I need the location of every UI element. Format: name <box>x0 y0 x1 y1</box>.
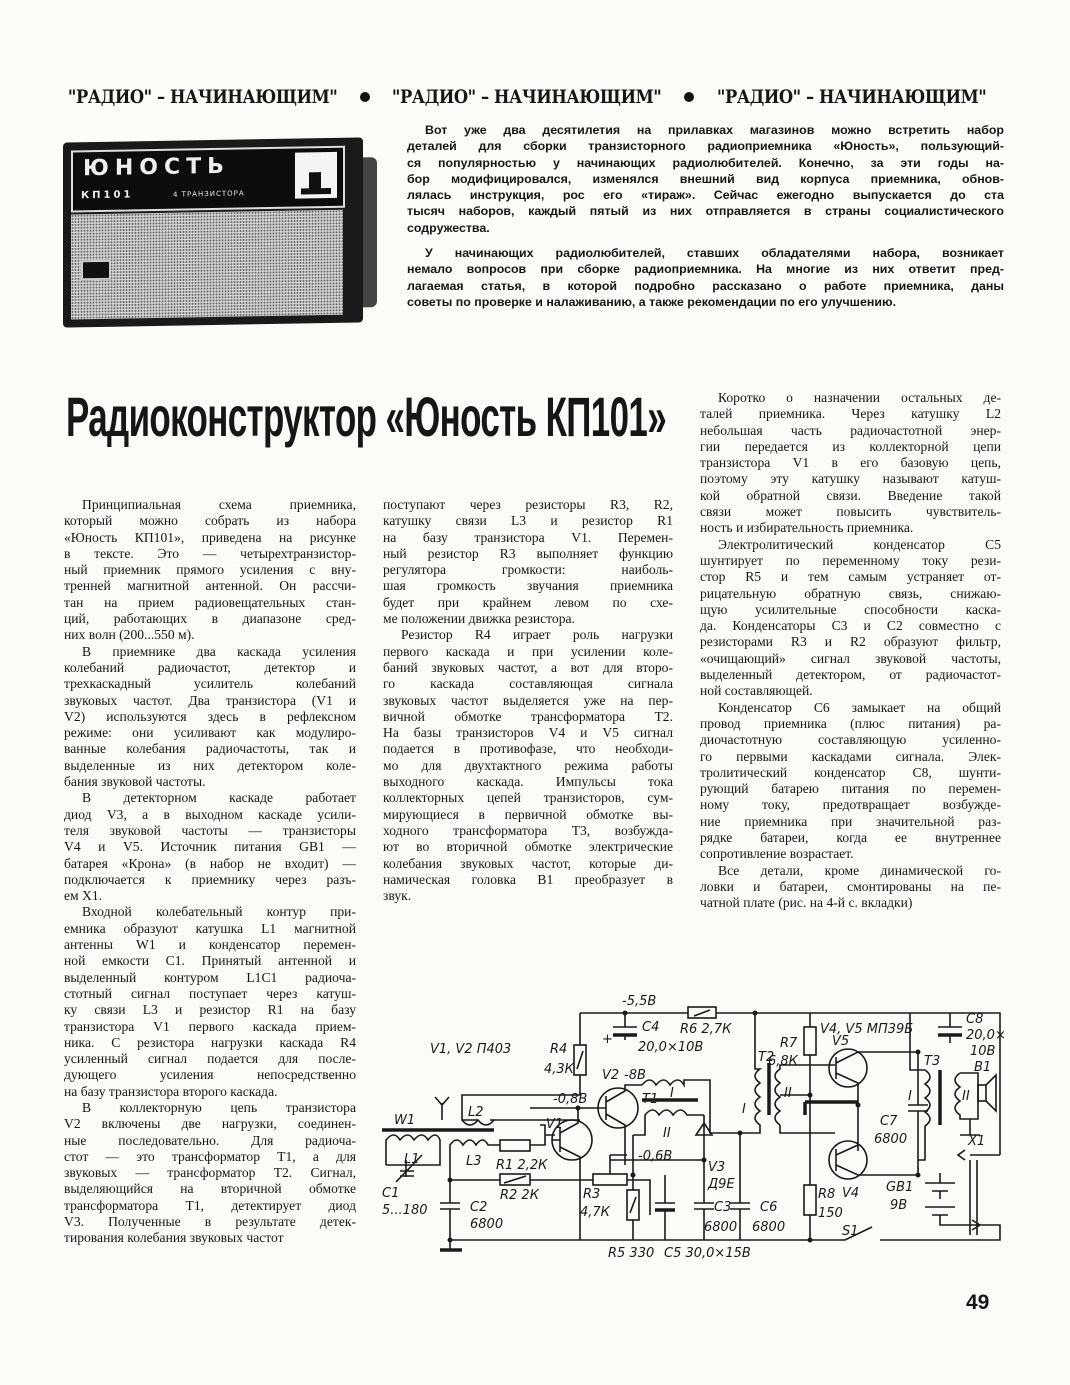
label-c4: C4 <box>642 1020 660 1035</box>
text-line: ций, работающих в диапазоне сред- <box>64 611 356 627</box>
text-line: усиленный сигнал подается для после- <box>64 1051 356 1067</box>
label-c6: C6 <box>760 1200 778 1215</box>
text-line: коллекторных цепей транзисторов, сум- <box>383 790 673 806</box>
radio-body <box>63 137 363 327</box>
text-line: дующего усиления непосредственно <box>64 1067 356 1083</box>
page-number: 49 <box>966 1291 990 1314</box>
text-line: У начинающих радиолюбителей, ставших обладателями набора, возникает <box>425 246 1004 261</box>
text-line: гии передается из коллекторной цепи <box>700 438 1001 454</box>
text-line: сопротивление возрастает. <box>700 846 854 862</box>
article-title: Радиоконструктор «Юность КП101» <box>66 385 666 448</box>
text-line: ному току, предотвращает возбужде- <box>700 797 1001 813</box>
knob-base-icon <box>301 188 331 195</box>
text-line: в тексте. Это — четырехтранзистор- <box>64 545 356 561</box>
label-v1: V1 <box>546 1117 564 1132</box>
label-c7-value: 6800 <box>874 1132 908 1147</box>
text-line: ный приемник прямого усиления с вну- <box>64 562 356 578</box>
text-column-1 <box>64 497 356 1247</box>
label-r7: R7 <box>780 1036 798 1051</box>
text-line: Вот уже два десятилетия на прилавках магазинов можно встретить набор <box>425 123 1004 137</box>
text-line: Все детали, кроме динамической го- <box>718 862 1001 878</box>
text-line: рядке батареи, когда ее внутреннее <box>700 830 1001 846</box>
radio-model: КП101 <box>81 189 134 202</box>
text-line: немало вопросов при сборке радиоприемника. На многие из них ответит пред- <box>407 262 1004 277</box>
text-line: рующий батарею питания по перемен- <box>700 781 1001 797</box>
label-r1: R1 2,2К <box>496 1158 548 1173</box>
label-l1: L1 <box>404 1152 420 1167</box>
text-line: стот — это трансформатор T1, а для <box>64 1148 356 1164</box>
bullet-icon <box>360 92 370 102</box>
label-s1: S1 <box>842 1224 859 1239</box>
label-c7: C7 <box>880 1114 898 1129</box>
label-w1: W1 <box>394 1113 416 1128</box>
paragraph <box>700 390 1001 537</box>
text-line: бания звуковой частоты. <box>64 774 206 790</box>
label-c8-value-2: 10В <box>970 1044 996 1059</box>
text-line: ме положении движка резистора. <box>383 611 575 627</box>
section-banner <box>46 84 1008 110</box>
label-c8: C8 <box>966 1012 984 1027</box>
text-line: трансформатора T1, детектирует диод <box>64 1197 356 1213</box>
text-line: V2) используются здесь в рефлексном <box>64 708 356 724</box>
radio-side-strap <box>363 157 377 307</box>
paragraph <box>64 644 356 791</box>
text-line: стор R5 и тем самым устраняет от- <box>700 569 1001 585</box>
paragraph <box>700 700 1001 863</box>
text-line: Электролитический конденсатор C5 <box>718 536 1001 552</box>
label-c2: C2 <box>470 1200 488 1215</box>
text-line: на базу транзистора V1. Перемен- <box>383 529 673 545</box>
text-line: В детекторном каскаде работает <box>82 790 356 806</box>
text-line: на базу транзистора второго каскада. <box>64 1083 278 1099</box>
text-line: транзистора V1 первого каскада прием- <box>64 1018 356 1034</box>
text-line: звуковых частот. Два транзистора (V1 и <box>64 692 356 708</box>
label-c8-value-1: 20,0× <box>966 1028 1006 1043</box>
text-line: ют во вторичной обмотке электрические <box>383 839 673 855</box>
label-l3: L3 <box>466 1154 482 1169</box>
text-line: звуковых — трансформатор T2. Сигнал, <box>64 1165 356 1181</box>
text-line: регулятора громкости: наиболь- <box>383 562 673 578</box>
label-t1: T1 <box>642 1092 659 1107</box>
text-line: деталей для сборки транзисторного радиоприемника «Юность», пользующий- <box>407 139 1004 154</box>
text-line: лагаемая статья, в которой подробно рассказано о работе приемника, даны <box>407 278 1004 293</box>
text-line: тролитический конденсатор C8, шунти- <box>700 764 1001 780</box>
resistor-r1 <box>500 1140 530 1151</box>
label-c3: C3 <box>714 1200 732 1215</box>
text-line: ный резистор R3 выполняет функцию <box>383 545 673 561</box>
text-line: подключается к приемнику через разъ- <box>64 871 356 887</box>
text-line: теля звуковой частоты — транзисторы <box>64 822 356 838</box>
text-line: мирующиеся в первичной обмотке вы- <box>383 806 673 822</box>
paragraph <box>407 245 1004 310</box>
text-line: мо для двухтактного режима работы <box>383 757 673 773</box>
text-line: рицательную обратную связь, снижаю- <box>700 585 1001 601</box>
text-line: них волн (200...550 м). <box>64 627 195 643</box>
text-line: который можно собрать из набора <box>64 513 356 529</box>
tuning-dial <box>295 152 337 199</box>
label-t2-winding-2: II <box>784 1086 792 1101</box>
radio-subtitle: 4 ТРАНЗИСТОРА <box>173 189 245 199</box>
text-line: V2 включены две нагрузки, соединен- <box>64 1116 356 1132</box>
label-v5: V5 <box>832 1034 850 1049</box>
text-column-3 <box>700 390 1001 912</box>
label-v-minus06: -0,6В <box>638 1149 673 1164</box>
label-b1: B1 <box>974 1060 992 1075</box>
label-t2: T2 <box>758 1050 775 1065</box>
label-l2: L2 <box>468 1105 484 1120</box>
text-line: емника образуют катушка L1 магнитной <box>64 920 356 936</box>
text-line: кой обратной связи. Введение такой <box>700 487 1001 503</box>
text-line: V3. Полученные в результате детек- <box>64 1214 356 1230</box>
label-t2-winding-1: I <box>742 1102 746 1117</box>
text-line: содружества. <box>407 220 490 235</box>
text-line: ной составляющей. <box>700 683 813 699</box>
radio-front-panel <box>71 146 345 213</box>
text-line: ной емкости C1. Принятый антенной и <box>64 953 356 969</box>
banner-text: "РАДИО" – НАЧИНАЮЩИМ" <box>392 86 662 108</box>
label-t1-winding-2: II <box>663 1126 671 1141</box>
text-line: На базы транзисторов V4 и V5 сигнал <box>383 725 673 741</box>
label-v4: V4 <box>842 1186 860 1201</box>
text-line: Конденсатор C6 замыкает на общий <box>718 699 1001 715</box>
label-r4: R4 <box>550 1042 568 1057</box>
text-line: будет при крайнем левом по схе- <box>383 594 673 610</box>
text-line: выделяющийся на вторичной обмотке <box>64 1181 356 1197</box>
label-r4-value: 4,3К <box>544 1062 574 1077</box>
text-line: тысяч наборов, каждый пятый из них отправляется в страны социалистического <box>407 204 1004 219</box>
label-v-minus55: -5,5В <box>622 994 657 1009</box>
label-v-minus08: -0,8В <box>553 1092 588 1107</box>
label-r6: R6 2,7К <box>680 1022 732 1037</box>
text-line: выделенный контуром L1C1 радиоча- <box>64 969 356 985</box>
label-r7-value: 6,8К <box>768 1054 798 1069</box>
banner-text: "РАДИО" – НАЧИНАЮЩИМ" <box>67 86 338 108</box>
circuit-schematic <box>380 985 1012 1277</box>
label-v3: V3 <box>708 1160 726 1175</box>
text-line: стотный сигнал поступает через катуш- <box>64 985 356 1001</box>
label-transistors-note: V1, V2 П403 <box>430 1042 512 1057</box>
text-line: В коллекторную цепь транзистора <box>82 1099 356 1115</box>
text-line: талей приемника. Через катушку L2 <box>700 406 1001 422</box>
label-c1-value: 5...180 <box>382 1203 428 1218</box>
resistor-r8 <box>804 1185 816 1215</box>
speaker-grille <box>71 210 343 320</box>
text-line: намическая головка B1 преобразует в <box>383 871 673 887</box>
logo-badge <box>81 260 111 281</box>
label-c4-value: 20,0×10В <box>638 1040 704 1055</box>
text-line: «Юность КП101», приведена на рисунке <box>64 529 356 545</box>
text-line: Коротко о назначении остальных де- <box>718 390 1001 405</box>
text-line: выделенные из них детектором коле- <box>64 757 356 773</box>
text-line: советы по проверке и налаживанию, а также рекомендации по его улучшению. <box>407 294 897 309</box>
label-t1-winding-1: I <box>670 1086 674 1101</box>
text-line: звуковых частот выделяется уже на пер- <box>383 692 673 708</box>
radio-photo <box>55 130 380 330</box>
paragraph <box>383 497 673 627</box>
text-line: первого каскада и при усилении коле- <box>383 643 673 659</box>
label-c5: C5 30,0×15В <box>664 1246 751 1261</box>
text-line: подается в противофазе, что необходи- <box>383 741 673 757</box>
text-line: поступают через резисторы R3, R2, <box>383 497 673 512</box>
text-line: ловки и батареи, смонтированы на пе- <box>700 878 1001 894</box>
text-line: транзистора V1 в его базовую цепь, <box>700 455 1001 471</box>
text-line: звук. <box>383 888 412 904</box>
paragraph <box>64 904 356 1100</box>
paragraph <box>700 863 1001 912</box>
text-line: Резистор R4 играет роль нагрузки <box>401 627 673 643</box>
text-line: Входной колебательный контур при- <box>82 904 356 920</box>
paragraph <box>407 122 1004 236</box>
label-gb1: GB1 <box>886 1180 914 1195</box>
resistor-r7 <box>804 1027 816 1055</box>
svg-text:+: + <box>602 1032 613 1047</box>
label-v2: V2 <box>602 1068 620 1083</box>
text-line: ника. С резистора нагрузки каскада R4 <box>64 1034 356 1050</box>
text-line: ся популярностью у начинающих радиолюбителей. Конечно, за эти годы на- <box>407 155 1004 170</box>
label-v-minus8: -8В <box>624 1068 646 1083</box>
label-t3-winding-2: II <box>962 1089 970 1104</box>
label-gb1-value: 9В <box>890 1198 908 1213</box>
text-line: трехкаскадный усилитель колебаний <box>64 676 356 692</box>
label-c2-value: 6800 <box>470 1217 504 1232</box>
text-line: тирования колебания звуковых частот <box>64 1230 284 1246</box>
text-line: Принципиальная схема приемника, <box>82 497 356 512</box>
label-output-note: V4, V5 МП39Б <box>820 1022 914 1037</box>
text-line: «очищающий» сигнал звуковой частоты, <box>700 650 1001 666</box>
text-line: лялась инструкция, рос его «тираж». Сейчас ежегодно выпускается до ста <box>407 188 1004 203</box>
text-line: бор модифицировался, изменялся внешний вид корпуса приемника, обнов- <box>407 171 1004 186</box>
label-v3-value: Д9Е <box>708 1177 735 1192</box>
text-line: V4 и V5. Источник питания GB1 — <box>64 839 356 855</box>
text-line: В приемнике два каскада усиления <box>82 643 356 659</box>
paragraph <box>64 497 356 644</box>
label-t3-winding-1: I <box>908 1089 912 1104</box>
schematic-labels <box>382 994 1006 1261</box>
text-line: катушку связи L3 и резистор R1 <box>383 513 673 529</box>
label-c3-value: 6800 <box>704 1220 738 1235</box>
text-line: ные последовательно. Для радиоча- <box>64 1132 356 1148</box>
text-line: ходного трансформатора T3, возбужда- <box>383 822 673 838</box>
text-line: диод V3, а в выходном каскаде усили- <box>64 806 356 822</box>
bullet-icon <box>684 92 694 102</box>
text-line: тренней магнитной антенной. Он рассчи- <box>64 578 356 594</box>
text-line: антенны W1 и конденсатор перемен- <box>64 937 356 953</box>
paragraph <box>700 537 1001 700</box>
intro-lead <box>407 122 1004 310</box>
text-line: небольшая часть радиочастотной энер- <box>700 422 1001 438</box>
label-r8-value: 150 <box>818 1206 843 1221</box>
text-line: го первыми каскадами сигнала. Элек- <box>700 748 1001 764</box>
paragraph <box>383 627 673 904</box>
text-line: щую усилительные способности каска- <box>700 601 1001 617</box>
banner-text: "РАДИО" – НАЧИНАЮЩИМ" <box>716 86 987 108</box>
label-x1: X1 <box>968 1134 986 1149</box>
text-line: ванные колебания радиочастоты, так и <box>64 741 356 757</box>
text-line: выделенный детектором, от радиочастот- <box>700 667 1001 683</box>
text-line: резисторами R3 и R2 образуют фильтр, <box>700 634 1001 650</box>
label-r3: R3 <box>583 1187 601 1202</box>
text-line: колебаний радиочастот, детектор и <box>64 659 356 675</box>
text-line: ние приемника при значительной раз- <box>700 813 1001 829</box>
label-c1: C1 <box>382 1186 400 1201</box>
text-line: чатной плате (рис. на 4-й с. вкладки) <box>700 895 913 911</box>
text-line: да. Конденсаторы C3 и C2 совместно с <box>700 618 1001 634</box>
text-line: ем X1. <box>64 888 103 904</box>
label-r8: R8 <box>818 1187 836 1202</box>
text-line: вичной обмотке трансформатора T2. <box>383 708 673 724</box>
text-line: шая громкость звучания приемника <box>383 578 673 594</box>
text-line: диочастотную составляющую усиленно- <box>700 732 1001 748</box>
text-line: поэтому эту катушку называют катуш- <box>700 471 1001 487</box>
text-line: провод приемника (плюс питания) ра- <box>700 715 1001 731</box>
text-line: колебания звуковых частот, которые ди- <box>383 855 673 871</box>
text-line: связи может повысить чувствитель- <box>700 504 1001 520</box>
text-line: ность и избирательность приемника. <box>700 520 914 536</box>
potentiometer-r3 <box>593 1174 627 1185</box>
text-line: го каскада составляющая сигнала <box>383 676 673 692</box>
label-r2: R2 2К <box>500 1188 539 1203</box>
text-line: батарея «Крона» (в набор не входит) — <box>64 855 356 871</box>
text-line: ку связи L3 и резистор R1 на базу <box>64 1002 356 1018</box>
label-r5: R5 330 <box>608 1246 655 1261</box>
text-column-2 <box>383 497 673 904</box>
text-line: режиме: они усиливают как модулиро- <box>64 725 356 741</box>
text-line: баний звуковых частот, а вот для второ- <box>383 659 673 675</box>
label-t3: T3 <box>924 1054 941 1069</box>
text-line: выходного каскада. Импульсы тока <box>383 774 673 790</box>
text-line: тан на прием радиовещательных стан- <box>64 594 356 610</box>
label-r3-value: 4,7К <box>580 1205 610 1220</box>
paragraph <box>64 790 356 904</box>
text-line: шунтирует по переменному току рези- <box>700 552 1001 568</box>
paragraph <box>64 1100 356 1247</box>
radio-brand: ЮНОСТЬ <box>83 153 230 182</box>
label-c6-value: 6800 <box>752 1220 786 1235</box>
